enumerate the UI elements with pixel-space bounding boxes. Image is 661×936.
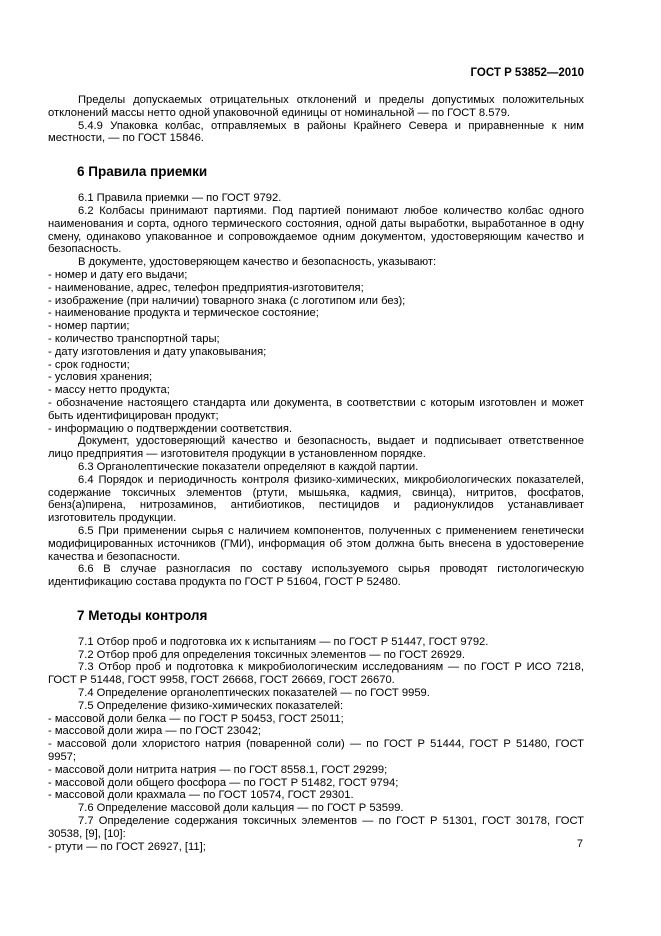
document-header: ГОСТ Р 53852—2010 — [470, 67, 584, 79]
paragraph: В документе, удостоверяющем качество и безопасность, указывают: — [78, 256, 437, 269]
paragraph: 7.4 Определение органолептических показателей — по ГОСТ 9959. — [78, 687, 430, 700]
section-heading: 6 Правила приемки — [77, 164, 208, 180]
section-heading: 7 Методы контроля — [77, 607, 208, 623]
paragraph: Документ, удостоверяющий качество и безопасность, выдает и подписывает ответственное лицо предприятия — изготовителя продукции в установленном порядке. — [48, 435, 584, 461]
list-item: - массовой доли нитрита натрия — по ГОСТ 8558.1, ГОСТ 29299; — [48, 763, 388, 776]
paragraph: 6.4 Порядок и периодичность контроля физико-химических, микробиологических показателей, содержание токсичных элементов (ртути, мышьяка, кадмия, свинца), нитритов, фосфатов, бенз(а)пирена, нитрозаминов, антибиотиков, пестицидов и радионуклидов устанавливает изготовитель продукции. — [48, 473, 584, 525]
paragraph: 6.2 Колбасы принимают партиями. Под партией понимают любое количество колбас одного наименования и сорта, одного термического состояния, одной даты выработки, выработанное в одну смену, одинаково упакованное и сопровождаемое одним документом, удостоверяющим качество и безопасность. — [48, 204, 584, 256]
paragraph: 7.6 Определение массовой доли кальция — по ГОСТ Р 53599. — [78, 802, 404, 815]
list-item: - срок годности; — [48, 358, 130, 371]
list-item: - информацию о подтверждении соответствия. — [48, 422, 293, 435]
list-item: - условия хранения; — [48, 371, 153, 384]
paragraph: Пределы допускаемых отрицательных отклонений и пределы допустимых положительных отклонений массы нетто одной упаковочной единицы от номинальной — по ГОСТ 8.579. — [48, 94, 584, 119]
paragraph: 7.5 Определение физико-химических показателей: — [78, 699, 344, 712]
paragraph: 7.3 Отбор проб и подготовка к микробиологическим исследованиям — по ГОСТ Р ИСО 7218, ГОСТ Р 51448, ГОСТ 9958, ГОСТ 26668, ГОСТ 26669, ГОСТ 26670. — [48, 661, 584, 687]
document-body — [48, 94, 584, 853]
paragraph: 6.5 При применении сырья с наличием компонентов, полученных с применением генетически модифицированных источников (ГМИ), информация об этом должна быть внесена в удостоверение качества и безопасности. — [48, 524, 584, 563]
list-item: - массовой доли общего фосфора — по ГОСТ Р 51482, ГОСТ 9794; — [48, 776, 399, 789]
paragraph: 6.3 Органолептические показатели определяют в каждой партии. — [78, 460, 419, 473]
list-item: - наименование продукта и термическое состояние; — [48, 307, 319, 320]
list-item: - массу нетто продукта; — [48, 384, 170, 397]
list-item: - массовой доли хлористого натрия (поваренной соли) — по ГОСТ Р 51444, ГОСТ Р 51480, ГОСТ 9957; — [48, 738, 584, 764]
paragraph: 7.1 Отбор проб и подготовка их к испытаниям — по ГОСТ Р 51447, ГОСТ 9792. — [78, 635, 489, 648]
list-item: - дату изготовления и дату упаковывания; — [48, 345, 267, 358]
paragraph: 7.7 Определение содержания токсичных элементов — по ГОСТ Р 51301, ГОСТ 30178, ГОСТ 30538, [9], [10]: — [48, 815, 584, 840]
list-item: - массовой доли белка — по ГОСТ Р 50453, ГОСТ 25011; — [48, 712, 344, 725]
list-item: - номер и дату его выдачи; — [48, 268, 188, 281]
page-number: 7 — [576, 838, 583, 850]
paragraph: 6.1 Правила приемки — по ГОСТ 9792. — [78, 192, 282, 205]
paragraph: 5.4.9 Упаковка колбас, отправляемых в районы Крайнего Севера и приравненные к ним местности, — по ГОСТ 15846. — [48, 119, 584, 145]
list-item: - массовой доли крахмала — по ГОСТ 10574, ГОСТ 29301. — [48, 789, 354, 802]
paragraph: 6.6 В случае разногласия по составу используемого сырья проводят гистологическую идентификацию состава продукта по ГОСТ Р 51604, ГОСТ Р 52480. — [48, 563, 584, 589]
list-item: - массовой доли жира — по ГОСТ 23042; — [48, 725, 262, 738]
list-item: - ртути — по ГОСТ 26927, [11]; — [48, 840, 206, 853]
list-item: - изображение (при наличии) товарного знака (с логотипом или без); — [48, 294, 406, 307]
list-item: - количество транспортной тары; — [48, 332, 220, 345]
list-item: - обозначение настоящего стандарта или документа, в соответствии с которым изготовлен и может быть идентифицирован продукт; — [48, 396, 584, 422]
list-item: - номер партии; — [48, 320, 130, 333]
paragraph: 7.2 Отбор проб для определения токсичных элементов — по ГОСТ 26929. — [78, 648, 465, 661]
list-item: - наименование, адрес, телефон предприятия-изготовителя; — [48, 281, 364, 294]
